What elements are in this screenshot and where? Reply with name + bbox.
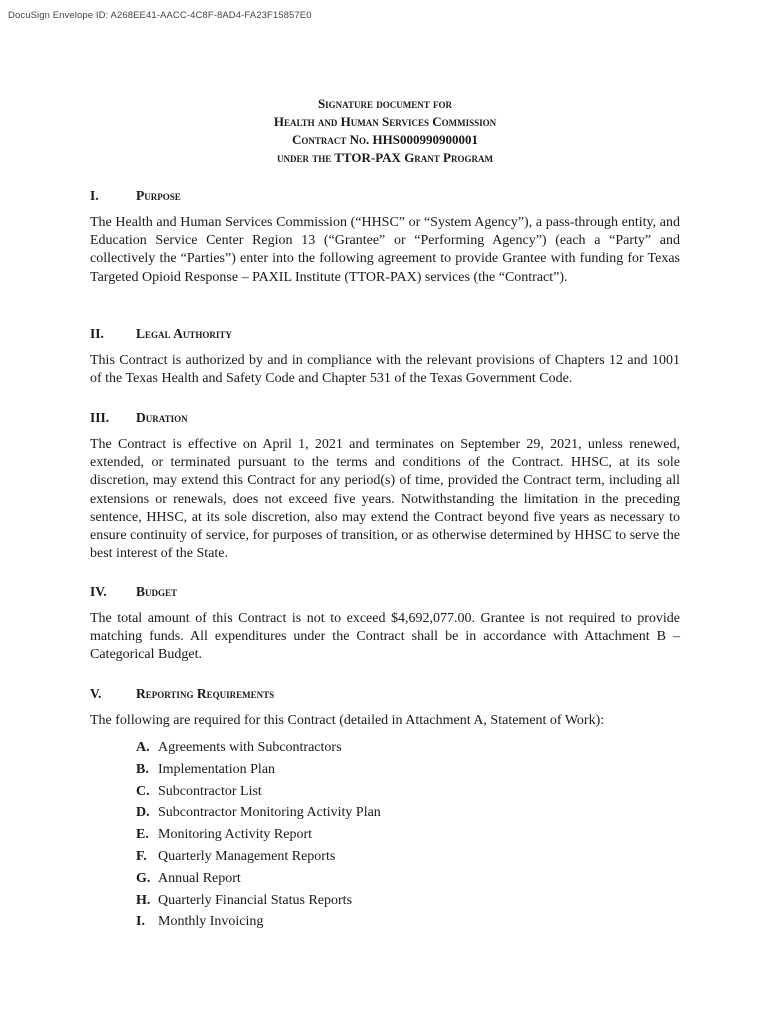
list-item-text: Subcontractor Monitoring Activity Plan — [158, 805, 381, 821]
section-title-reporting-requirements — [90, 686, 274, 702]
heading-line-3: Contract No. HHS000990900001 — [292, 132, 478, 147]
list-item-letter: E. — [136, 827, 149, 843]
list-item — [136, 759, 381, 781]
list-item-letter: C. — [136, 783, 150, 799]
list-item — [136, 890, 381, 912]
section-number: IV. — [90, 584, 107, 599]
section-title-duration — [90, 410, 188, 426]
list-item — [136, 802, 381, 824]
section-body-budget: The total amount of this Contract is not to exceed $4,692,077.00. Grantee is not required to provide matching funds. All expenditures under the Contract shall be in accordance with Attachment B – Categorical Budget. — [90, 611, 680, 663]
section-title-text: Reporting Requirements — [136, 686, 275, 701]
reporting-items-list — [136, 737, 381, 933]
section-title-legal-authority — [90, 326, 232, 342]
list-item — [136, 737, 381, 759]
section-title-purpose — [90, 188, 181, 204]
list-item-text: Agreements with Subcontractors — [158, 740, 342, 755]
section-title-text: Legal Authority — [136, 326, 232, 341]
section-number: V. — [90, 686, 102, 701]
list-item-letter: D. — [136, 805, 150, 821]
section-number: II. — [90, 326, 104, 341]
list-item-text: Annual Report — [158, 870, 241, 886]
section-title-budget — [90, 584, 177, 600]
list-item — [136, 824, 381, 846]
list-item — [136, 846, 381, 868]
section-number: III. — [90, 410, 110, 425]
list-item-letter: A. — [136, 740, 150, 755]
heading-line-1: Signature document for — [317, 96, 453, 111]
list-item-letter: H. — [136, 892, 151, 908]
document-heading — [0, 95, 770, 167]
list-item — [136, 868, 381, 890]
section-title-text: Budget — [136, 584, 178, 599]
list-item-text: Subcontractor List — [158, 783, 262, 799]
list-item-letter: G. — [136, 870, 151, 886]
list-item-letter: F. — [136, 848, 147, 864]
list-item-text: Implementation Plan — [158, 761, 276, 777]
list-item — [136, 911, 381, 933]
section-body-purpose: The Health and Human Services Commission (“HHSC” or “System Agency”), a pass-through entity, and Education Service Center Region 13 (“Grantee” or “Performing Agency”) (each a “Party” and collectively the “Parties”) enter into the following agreement to provide Grantee with funding for Texas Targeted Opioid Response – PAXIL Institute (TTOR-PAX) services (the “Contract”). — [90, 215, 680, 285]
section-body-duration: The Contract is effective on April 1, 2021 and terminates on September 29, 2021, unless renewed, extended, or terminated pursuant to the terms and conditions of the Contract. HHSC, at its sole discretion, may extend this Contract for any period(s) of time, provided the Contract term, including all extensions or renewals, does not exceed five years. Notwithstanding the limitation in the preceding sentence, HHSC, at its sole discretion, also may extend the Contract beyond five years as necessary to ensure continuity of service, for purposes of transition, or as otherwise determined by HHSC to serve the best interest of the State. — [90, 437, 680, 562]
list-item-text: Monthly Invoicing — [158, 914, 264, 930]
section-number: I. — [90, 188, 99, 203]
list-item-text: Monitoring Activity Report — [158, 827, 312, 843]
docusign-envelope-id: DocuSign Envelope ID: A268EE41-AACC-4C8F-8AD4-FA23F15857E0 — [8, 10, 312, 21]
list-item-letter: I. — [136, 914, 145, 930]
section-body-legal-authority: This Contract is authorized by and in compliance with the relevant provisions of Chapters 12 and 1001 of the Texas Health and Safety Code and Chapter 531 of the Texas Government Code. — [90, 353, 680, 387]
list-item-text: Quarterly Management Reports — [158, 848, 336, 864]
list-item-letter: B. — [136, 761, 149, 777]
list-item-text: Quarterly Financial Status Reports — [158, 892, 353, 908]
section-title-text: Purpose — [136, 188, 181, 203]
list-item — [136, 781, 381, 803]
section-body-reporting-requirements: The following are required for this Contract (detailed in Attachment A, Statement of Work): — [90, 713, 605, 728]
heading-line-4: under the TTOR-PAX Grant Program — [276, 150, 493, 165]
section-title-text: Duration — [136, 410, 188, 425]
heading-line-2: Health and Human Services Commission — [273, 114, 497, 129]
